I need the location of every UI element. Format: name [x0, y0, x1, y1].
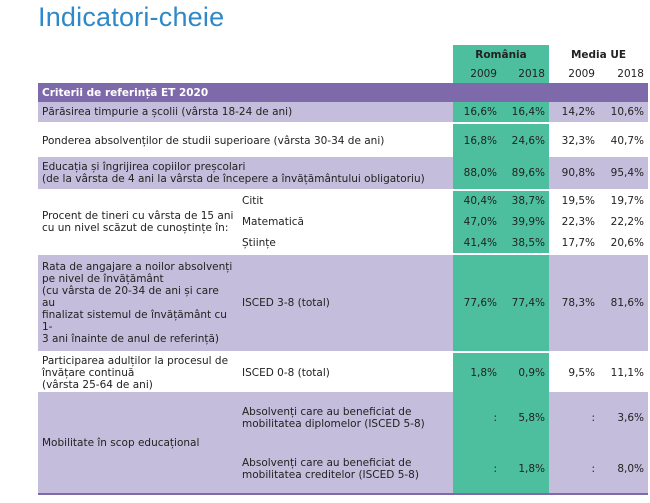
row-label-mobility: Mobilitate în scop educațional — [38, 392, 238, 494]
value-cell: 38,7% — [501, 190, 549, 211]
year-ue-2018: 2018 — [617, 68, 644, 80]
row-label-line: mobilitatea creditelor (ISCED 5-8) — [242, 468, 419, 481]
row-label-line: Absolvenți care au beneficiat de — [242, 406, 412, 418]
table-row — [38, 254, 648, 352]
value-cell: 77,4% — [501, 254, 549, 352]
row-label-tertiary: Ponderea absolvenților de studii superioare (vârsta 30-34 de ani) — [42, 134, 385, 147]
row-label-line: Rata de angajare a noilor absolvenți — [42, 261, 233, 273]
sub-label-reading: Citit — [242, 195, 264, 207]
table-row — [38, 123, 648, 157]
value-cell: 16,6% — [453, 102, 501, 123]
row-label-early-childhood — [38, 157, 453, 190]
key-indicators-table — [38, 45, 648, 495]
value-cell: 17,7% — [561, 236, 595, 249]
row-label-pisa — [38, 190, 238, 254]
page-title: Indicatori-cheie — [38, 2, 225, 32]
sub-label-credit-mobility — [238, 444, 453, 494]
sub-label-science: Științe — [242, 236, 276, 249]
value-cell: 81,6% — [599, 254, 648, 352]
value-cell: 1,8% — [453, 352, 501, 392]
year-romania-2009: 2009 — [453, 65, 501, 83]
value-cell: 19,7% — [610, 195, 644, 207]
table-row — [38, 190, 648, 211]
row-label-line: finalizat sistemul de învățământ cu 1- — [42, 309, 227, 333]
value-cell: 38,5% — [501, 232, 549, 254]
sub-label-isced-0-8: ISCED 0-8 (total) — [242, 366, 330, 379]
row-label-line: (vârsta 25-64 de ani) — [42, 378, 153, 391]
value-cell: 10,6% — [599, 102, 648, 123]
sub-label-degree-mobility — [238, 392, 453, 444]
value-cell: 16,4% — [501, 102, 549, 123]
value-cell: 9,5% — [568, 366, 595, 379]
value-cell: : — [453, 444, 501, 494]
value-cell: 1,8% — [501, 444, 549, 494]
criteria-heading: Criterii de referință ET 2020 — [38, 83, 453, 102]
criteria-heading-row — [38, 83, 648, 102]
value-cell: 16,8% — [453, 123, 501, 157]
value-cell: 90,8% — [549, 157, 599, 190]
value-cell: : — [549, 444, 599, 494]
row-label-early-leaving: Părăsirea timpurie a școlii (vârsta 18-24 de ani) — [38, 102, 453, 123]
value-cell: 14,2% — [549, 102, 599, 123]
value-cell: 78,3% — [549, 254, 599, 352]
header-year-row — [38, 65, 648, 83]
value-cell: 39,9% — [501, 211, 549, 232]
row-label-line: mobilitatea diplomelor (ISCED 5-8) — [242, 418, 425, 430]
value-cell: 24,6% — [501, 123, 549, 157]
value-cell: 11,1% — [610, 366, 644, 379]
table-row — [38, 102, 648, 123]
value-cell: 8,0% — [599, 444, 648, 494]
value-cell: 22,2% — [610, 215, 644, 228]
value-cell: 47,0% — [453, 211, 501, 232]
value-cell: 88,0% — [453, 157, 501, 190]
header-media-ue: Media UE — [570, 49, 627, 61]
value-cell: : — [549, 392, 599, 444]
row-label-employment — [38, 254, 238, 352]
year-romania-2018: 2018 — [501, 65, 549, 83]
value-cell: 3,6% — [599, 392, 648, 444]
row-label-line: învățare continuă — [42, 366, 135, 379]
row-label-line: Absolvenți care au beneficiat de — [242, 456, 412, 469]
row-label-line: 3 ani înainte de anul de referință) — [42, 333, 220, 345]
row-label-line: Procent de tineri cu vârsta de 15 ani — [42, 210, 234, 222]
value-cell: 40,4% — [453, 190, 501, 211]
value-cell: 20,6% — [610, 236, 644, 249]
row-label-line: Educația și îngrijirea copiilor preșcolari — [42, 161, 246, 173]
header-romania: România — [453, 45, 549, 65]
value-cell: 19,5% — [561, 195, 595, 207]
value-cell: 41,4% — [453, 232, 501, 254]
header-group-row — [38, 45, 648, 65]
table-row — [38, 352, 648, 392]
value-cell: 22,3% — [561, 215, 595, 228]
value-cell: 40,7% — [610, 134, 644, 147]
sub-label-isced-3-8: ISCED 3-8 (total) — [238, 254, 453, 352]
value-cell: 32,3% — [561, 134, 595, 147]
row-label-adult-learning — [38, 352, 238, 392]
year-ue-2009: 2009 — [568, 68, 595, 80]
sub-label-math: Matematică — [242, 215, 304, 228]
row-label-line: (cu vârsta de 20-34 de ani și care au — [42, 285, 219, 309]
row-label-line: Participarea adulților la procesul de — [42, 354, 229, 367]
row-label-line: (de la vârsta de 4 ani la vârsta de începere a învățământului obligatoriu) — [42, 173, 425, 185]
value-cell: 89,6% — [501, 157, 549, 190]
value-cell: 0,9% — [501, 352, 549, 392]
row-label-line: pe nivel de învățământ — [42, 273, 164, 285]
value-cell: 95,4% — [599, 157, 648, 190]
table-row — [38, 157, 648, 190]
value-cell: 5,8% — [501, 392, 549, 444]
value-cell: : — [453, 392, 501, 444]
value-cell: 77,6% — [453, 254, 501, 352]
table-row — [38, 392, 648, 444]
row-label-line: cu un nivel scăzut de cunoștințe în: — [42, 222, 229, 234]
